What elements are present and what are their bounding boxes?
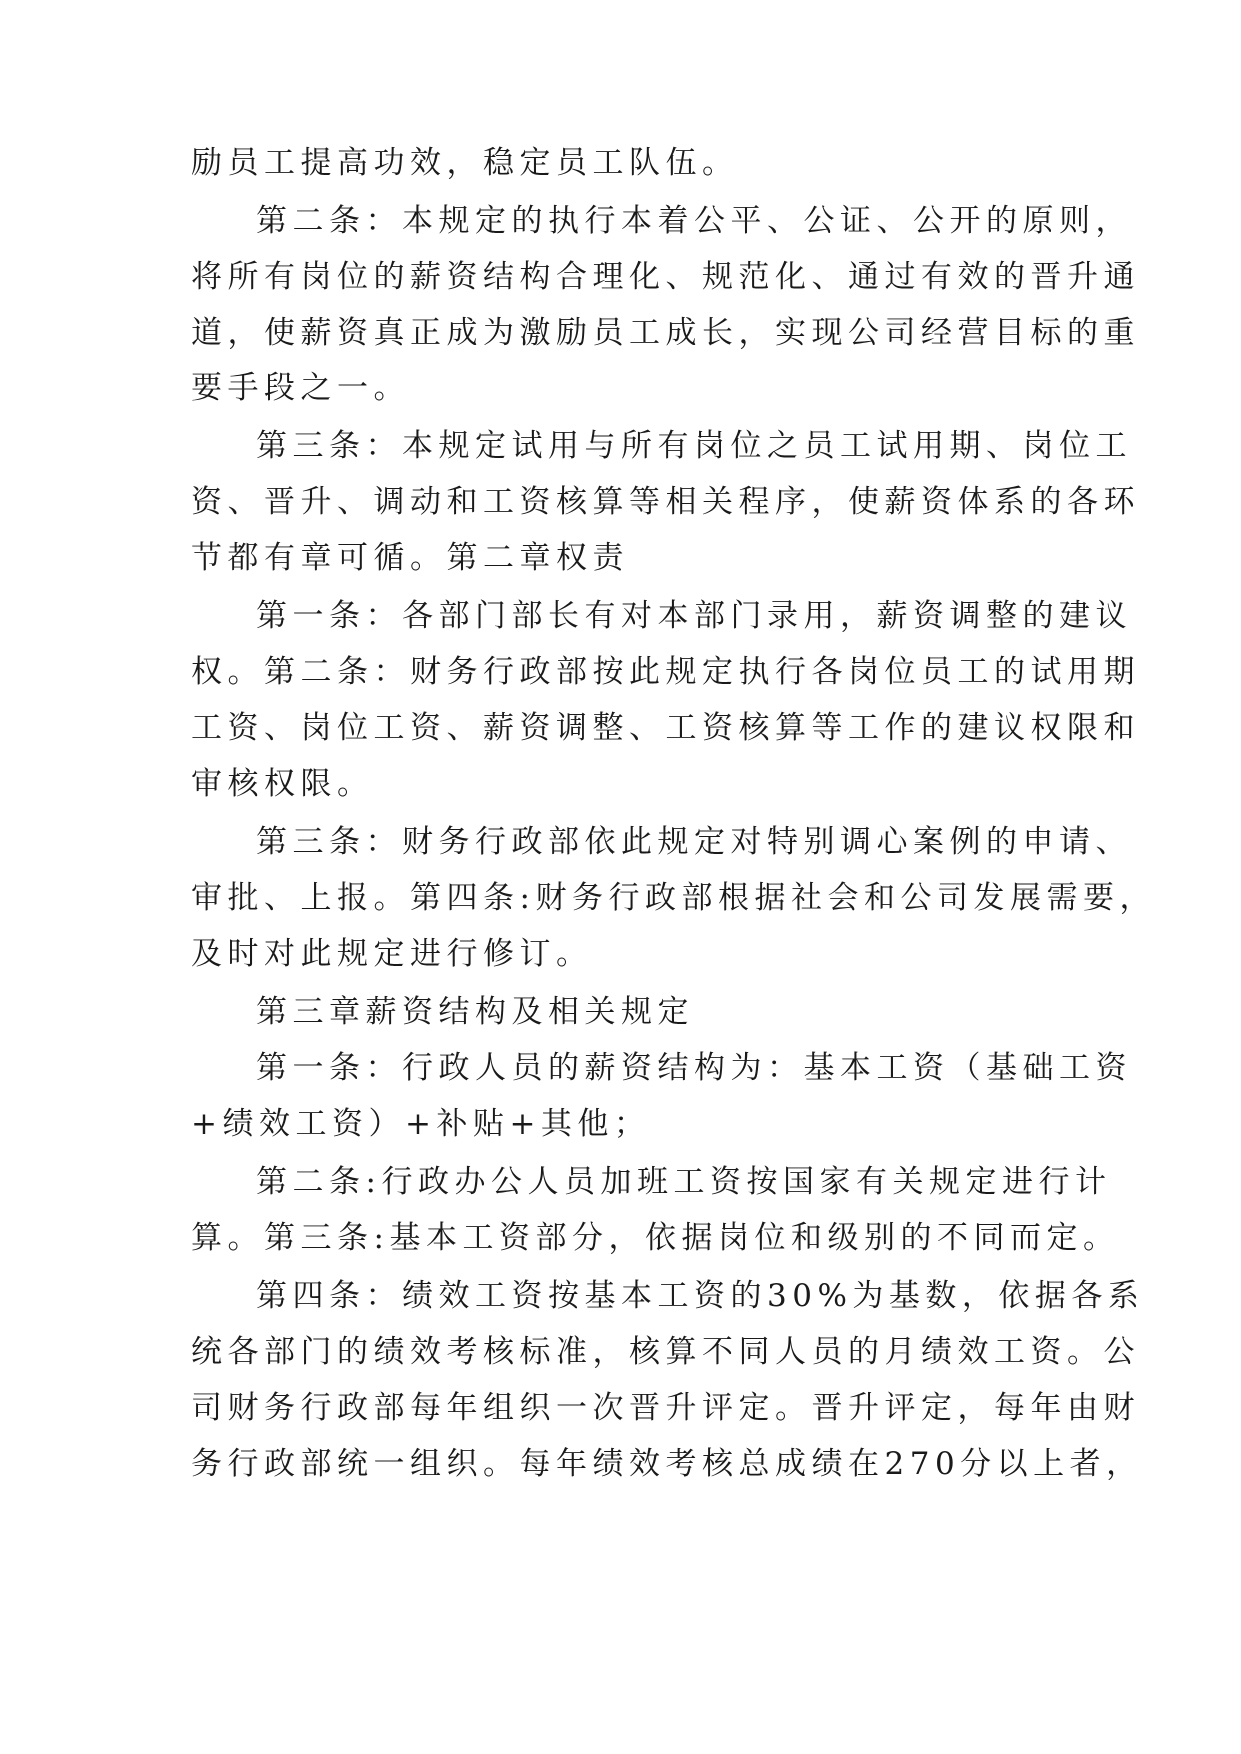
text-line: 第一条：行政人员的薪资结构为：基本工资（基础工资: [256, 1050, 1132, 1086]
text-line: 第三条：财务行政部依此规定对特别调心案例的申请、: [256, 824, 1132, 860]
text-line: 第三条：本规定试用与所有岗位之员工试用期、岗位工: [256, 428, 1132, 464]
text-line: 审批、上报。第四条:财务行政部根据社会和公司发展需要，: [191, 880, 1156, 916]
text-line: 将所有岗位的薪资结构合理化、规范化、通过有效的晋升通: [191, 259, 1140, 295]
text-line: 统各部门的绩效考核标准，核算不同人员的月绩效工资。公: [191, 1334, 1140, 1370]
text-line: 第二条：本规定的执行本着公平、公证、公开的原则，: [256, 203, 1132, 239]
text-line: 要手段之一。: [191, 370, 410, 406]
text-line: +绩效工资）+补贴+其他；: [191, 1106, 651, 1142]
text-line: 道，使薪资真正成为激励员工成长，实现公司经营目标的重: [191, 315, 1140, 351]
text-line: 算。第三条:基本工资部分，依据岗位和级别的不同而定。: [191, 1220, 1120, 1256]
text-line: 资、晋升、调动和工资核算等相关程序，使薪资体系的各环: [191, 484, 1140, 520]
text-line: 务行政部统一组织。每年绩效考核总成绩在270分以上者，: [191, 1446, 1143, 1482]
text-line: 节都有章可循。第二章权责: [191, 540, 629, 576]
text-line: 第四条：绩效工资按基本工资的30%为基数，依据各系: [256, 1278, 1145, 1314]
section-heading: 第三章薪资结构及相关规定: [256, 994, 694, 1030]
text-line: 权。第二条：财务行政部按此规定执行各岗位员工的试用期: [191, 654, 1140, 690]
text-line: 第一条：各部门部长有对本部门录用，薪资调整的建议: [256, 598, 1132, 634]
text-line: 第二条:行政办公人员加班工资按国家有关规定进行计: [256, 1164, 1112, 1200]
text-line: 审核权限。: [191, 766, 374, 802]
text-line: 及时对此规定进行修订。: [191, 936, 593, 972]
text-line: 司财务行政部每年组织一次晋升评定。晋升评定，每年由财: [191, 1390, 1140, 1426]
text-line: 工资、岗位工资、薪资调整、工资核算等工作的建议权限和: [191, 710, 1140, 746]
text-line: 励员工提高功效，稳定员工队伍。: [191, 145, 739, 181]
